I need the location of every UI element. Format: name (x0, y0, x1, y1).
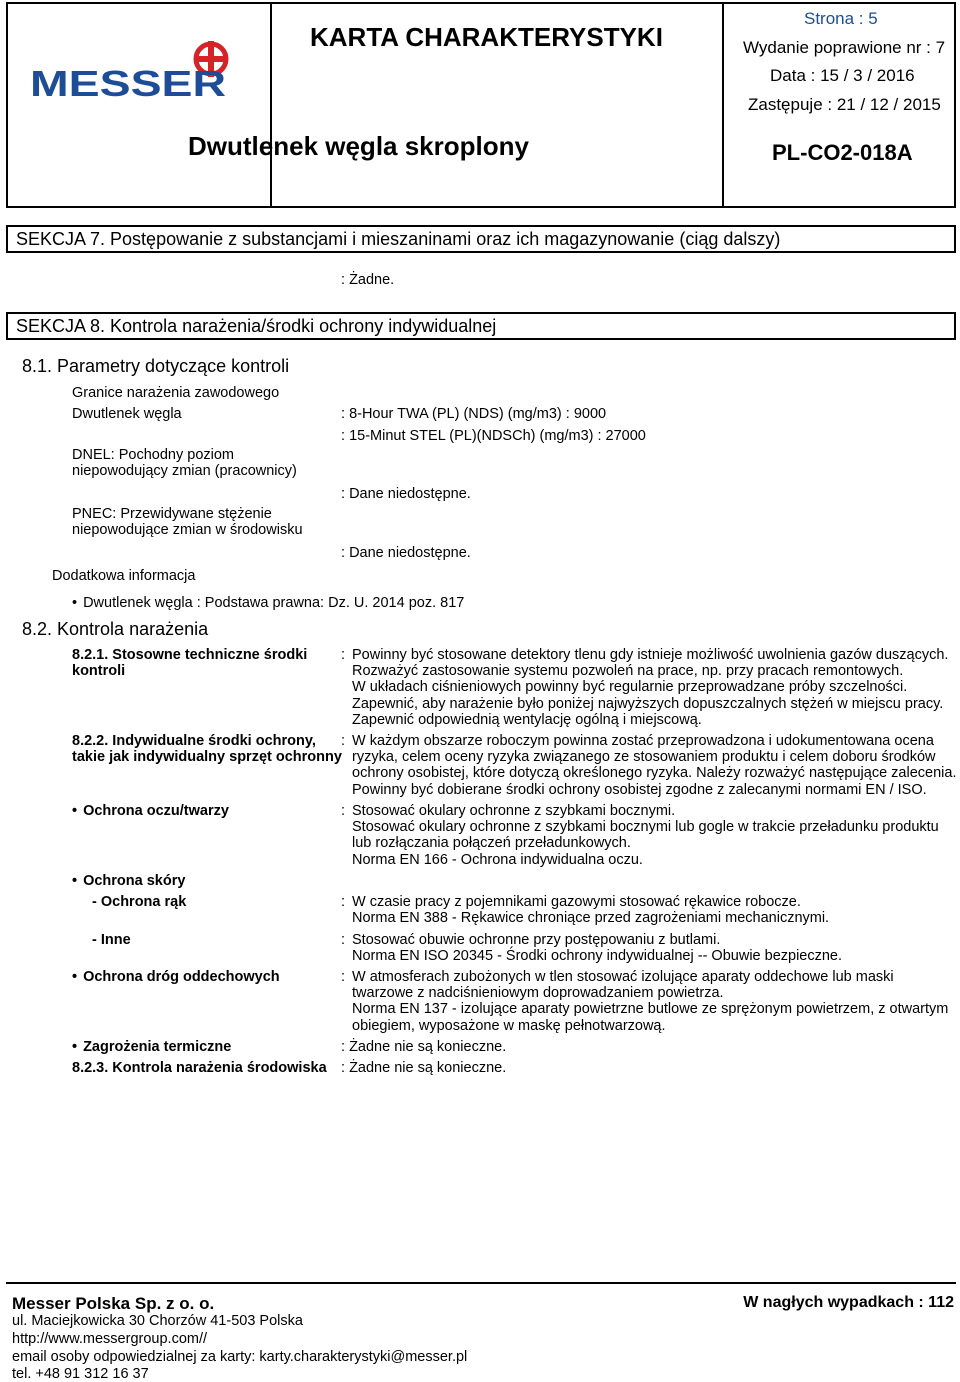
engineering-controls-text: Powinny być stosowane detektory tlenu gdy istnieje możliwość uwolnienia gazów duszących. Rozważyć zastosowanie systemu pozwoleń na prace, np. przy pracach remontowych. W układach ciśnieniowych powinny być regularnie przeprowadzane próby szczelności. Zapewnić, aby narażenie było poniżej najwyższych dopuszczalnych stężeń w miejscu pracy. Zapewnić odpowiednią wentylację ogólną i miejscową. (352, 647, 949, 728)
other-protection-text: Stosować obuwie ochronne przy postępowaniu z butlami. Norma EN ISO 20345 - Środki ochrony indywidualnej -- Obuwie bezpieczne. (352, 932, 843, 965)
contact-phone: tel. +48 91 312 16 37 (12, 1366, 149, 1382)
respiratory-protection-label: • Ochrona dróg oddechowych (72, 969, 280, 985)
revision-number: Wydanie poprawione nr : 7 (743, 38, 946, 57)
messer-logo (28, 39, 258, 99)
section-7-heading: SEKCJA 7. Postępowanie z substancjami i mieszaninami oraz ich magazynowanie (ciąg dalszy) (6, 225, 956, 253)
colon: : (341, 894, 346, 910)
colon: : (341, 647, 346, 663)
respiratory-protection-text: W atmosferach zubożonych w tlen stosować izolujące aparaty oddechowe lub maski twarzowe z nadciśnieniowym doprowadzaniem powietrza. Norma EN 137 - izolujące aparaty powietrzne butlowe ze sprężonym powietrzem, z otwartym obiegiem, wyposażone w maskę pełnotwarzową. (352, 969, 949, 1034)
company-address: ul. Maciejkowicka 30 Chorzów 41-503 Polska (12, 1313, 303, 1329)
extra-info-label: Dodatkowa informacja (52, 568, 196, 584)
thermal-hazards-label: • Zagrożenia termiczne (72, 1039, 231, 1055)
footer-divider (6, 1282, 956, 1284)
stel-value: : 15-Minut STEL (PL)(NDSCh) (mg/m3) : 27000 (341, 428, 646, 444)
colon: : (341, 969, 346, 985)
oel-label: Granice narażenia zawodowego (72, 385, 280, 401)
colon: : (341, 803, 346, 819)
replaces-date: Zastępuje : 21 / 12 / 2015 (748, 95, 941, 114)
skin-protection-label: • Ochrona skóry (72, 873, 185, 889)
section-7-value: : Żadne. (341, 272, 395, 288)
dnel-label: DNEL: Pochodny poziom niepowodujący zmian (pracownicy) (72, 447, 297, 480)
substance-name: Dwutlenek węgla (72, 406, 182, 422)
contact-email[interactable]: email osoby odpowiedzialnej za karty: karty.charakterystyki@messer.pl (12, 1349, 468, 1365)
dnel-value: : Dane niedostępne. (341, 486, 471, 502)
eye-protection-label: • Ochrona oczu/twarzy (72, 803, 229, 819)
pnec-value: : Dane niedostępne. (341, 545, 471, 561)
document-title: KARTA CHARAKTERYSTYKI (310, 22, 663, 52)
other-protection-label: - Inne (92, 932, 131, 948)
pnec-label: PNEC: Przewidywane stężenie niepowodujące zmian w środowisku (72, 506, 303, 539)
thermal-hazards-value: : Żadne nie są konieczne. (341, 1039, 507, 1055)
document-code: PL-CO2-018A (772, 140, 913, 165)
eye-protection-text: Stosować okulary ochronne z szybkami bocznymi. Stosować okulary ochronne z szybkami bocznymi lub gogle w trakcie przeładunku produktu lub rozłączania połączeń przeładunkowych. Norma EN 166 - Ochrona indywidualna oczu. (352, 803, 939, 868)
section-8-heading: SEKCJA 8. Kontrola narażenia/środki ochrony indywidualnej (6, 312, 956, 340)
company-url[interactable]: http://www.messergroup.com// (12, 1331, 208, 1347)
document-header (6, 2, 956, 208)
ppe-text: W każdym obszarze roboczym powinna zostać przeprowadzona i udokumentowana ocena ryzyka, celem oceny ryzyka związanego ze stosowaniem produktu i celem doboru środków ochrony osobistej, które dotyczą określonego ryzyka. Należy rozważyć następujące zalecenia. Powinny być dobierane środki ochrony osobistej zgodne z zalecanymi normami EN / ISO. (352, 733, 957, 798)
emergency-number: W nagłych wypadkach : 112 (743, 1294, 954, 1311)
twa-value: : 8-Hour TWA (PL) (NDS) (mg/m3) : 9000 (341, 406, 607, 422)
company-name: Messer Polska Sp. z o. o. (12, 1294, 215, 1313)
environment-controls-label: 8.2.3. Kontrola narażenia środowiska (72, 1060, 327, 1076)
extra-info-value: • Dwutlenek węgla : Podstawa prawna: Dz. U. 2014 poz. 817 (72, 595, 464, 611)
ppe-label: 8.2.2. Indywidualne środki ochrony, takie jak indywidualny sprzęt ochronny (72, 733, 342, 766)
logo-cell (8, 4, 272, 206)
hand-protection-text: W czasie pracy z pojemnikami gazowymi stosować rękawice robocze. Norma EN 388 - Rękawice chroniące przed zagrożeniami mechanicznymi. (352, 894, 830, 927)
colon: : (341, 733, 346, 749)
environment-controls-value: : Żadne nie są konieczne. (341, 1060, 507, 1076)
revision-date: Data : 15 / 3 / 2016 (770, 66, 915, 85)
colon: : (341, 932, 346, 948)
hand-protection-label: - Ochrona rąk (92, 894, 187, 910)
logo-wordmark: MESSER (30, 63, 226, 99)
engineering-controls-label: 8.2.1. Stosowne techniczne środki kontroli (72, 647, 308, 680)
product-name: Dwutlenek węgla skroplony (188, 131, 529, 161)
page-number: Strona : 5 (804, 9, 878, 28)
subsection-8-1-title: 8.1. Parametry dotyczące kontroli (22, 356, 290, 376)
subsection-8-2-title: 8.2. Kontrola narażenia (22, 619, 209, 639)
